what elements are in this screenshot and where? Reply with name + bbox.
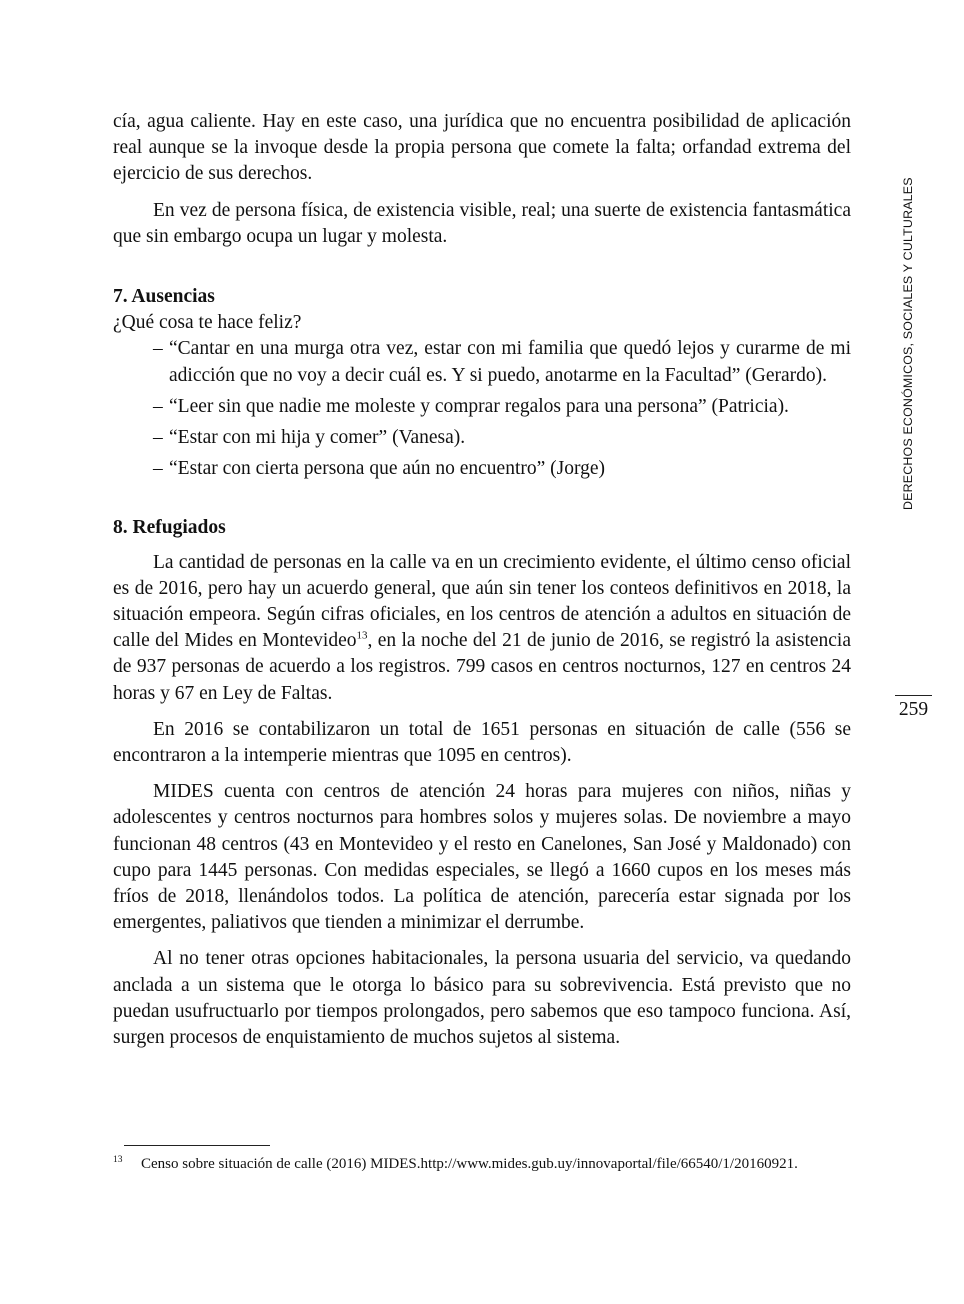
- dash-marker: –: [153, 458, 163, 480]
- paragraph-census-text-a: La cantidad de personas en la calle va en un crecimiento evidente, el último censo oficial es de 2016, pero hay un acuerdo general, que aún sin tener los conteos definitivos en 2018, la situación empeora. Según cifras oficiales, en los centros de atención a adultos en situación de calle del Mides en Montevideo: [113, 551, 851, 652]
- paragraph-phantom-existence: En vez de persona física, de existencia visible, real; una suerte de existencia fantasmática que sin embargo ocupa un lugar y molesta.: [113, 199, 851, 247]
- dash-marker: –: [153, 338, 163, 360]
- answer-text: “Leer sin que nadie me moleste y comprar regalos para una persona” (Patricia).: [169, 395, 789, 417]
- answer-item: [153, 456, 851, 482]
- footnote: 13 Censo sobre situación de calle (2016) MIDES.http://www.mides.gub.uy/innovaportal/file/66540/1/20160921.: [113, 1155, 798, 1172]
- page-number: 259: [898, 699, 929, 720]
- paragraph-census: [113, 550, 851, 707]
- footnote-reference[interactable]: 13: [356, 629, 368, 642]
- answer-text: “Estar con mi hija y comer” (Vanesa).: [169, 427, 466, 449]
- section-heading-ausencias: 7. Ausencias: [113, 286, 215, 308]
- dash-marker: –: [153, 427, 163, 449]
- answers-list: [113, 336, 851, 482]
- interview-question: ¿Qué cosa te hace feliz?: [113, 312, 302, 334]
- running-section-label: DERECHOS ECONÓMICOS, SOCIALES Y CULTURALES: [901, 177, 915, 510]
- page-number-rule: [895, 695, 932, 696]
- footnote-text: Censo sobre situación de calle (2016) MIDES.http://www.mides.gub.uy/innovaportal/file/66540/1/20160921.: [141, 1156, 798, 1172]
- main-text-column: [113, 109, 851, 1051]
- section-heading-refugiados: 8. Refugiados: [113, 517, 226, 539]
- answer-item: [153, 425, 851, 451]
- answer-item: [153, 394, 851, 420]
- paragraph-dependency: Al no tener otras opciones habitacionales, la persona usuaria del servicio, va quedando anclada a un sistema que le otorga lo básico para su sobrevivencia. Está previsto que no puedan usufructuarlo por tiempos prolongados, pero sabemos que eso tampoco funciona. Así, surgen procesos de enquistamiento de muchos sujetos al sistema.: [113, 948, 851, 1049]
- paragraph-continuation: cía, agua caliente. Hay en este caso, una jurídica que no encuentra posibilidad de aplicación real aunque se la invoque desde la propia persona que comete la falta; orfandad extrema del ejercicio de sus derechos.: [113, 111, 851, 185]
- paragraph-totals-2016: En 2016 se contabilizaron un total de 1651 personas en situación de calle (556 se encontraron a la intemperie mientras que 1095 en centros).: [113, 718, 851, 767]
- answer-text: “Cantar en una murga otra vez, estar con mi familia que quedó lejos y curarme de mi adicción que no voy a decir cuál es. Y si puedo, anotarme en la Facultad” (Gerardo).: [169, 338, 851, 386]
- dash-marker: –: [153, 395, 163, 417]
- paragraph-mides-centers: MIDES cuenta con centros de atención 24 horas para mujeres con niños, niñas y adolescentes y centros nocturnos para hombres solos y mujeres solas. De noviembre a mayo funcionan 48 centros (43 en Montevideo y el resto en Canelones, San José y Maldonado) con cupo para 1445 personas. Con medidas especiales, se llegó a 1660 cupos en los meses más fríos de 2018, llenándolos todos. La política de atención, parecería estar signada por los emergentes, paliativos que tienden a minimizar el derrumbe.: [113, 781, 851, 934]
- answer-text: “Estar con cierta persona que aún no encuentro” (Jorge): [169, 458, 606, 480]
- answer-item: [153, 336, 851, 388]
- footnote-separator: [124, 1145, 270, 1146]
- paragraph-census-text-b: , en la noche del 21 de junio de 2016, se registró la asistencia de 937 personas de acuerdo a los registros. 799 casos en centros nocturnos, 127 en centros 24 horas y 67 en Ley de Faltas.: [113, 630, 851, 704]
